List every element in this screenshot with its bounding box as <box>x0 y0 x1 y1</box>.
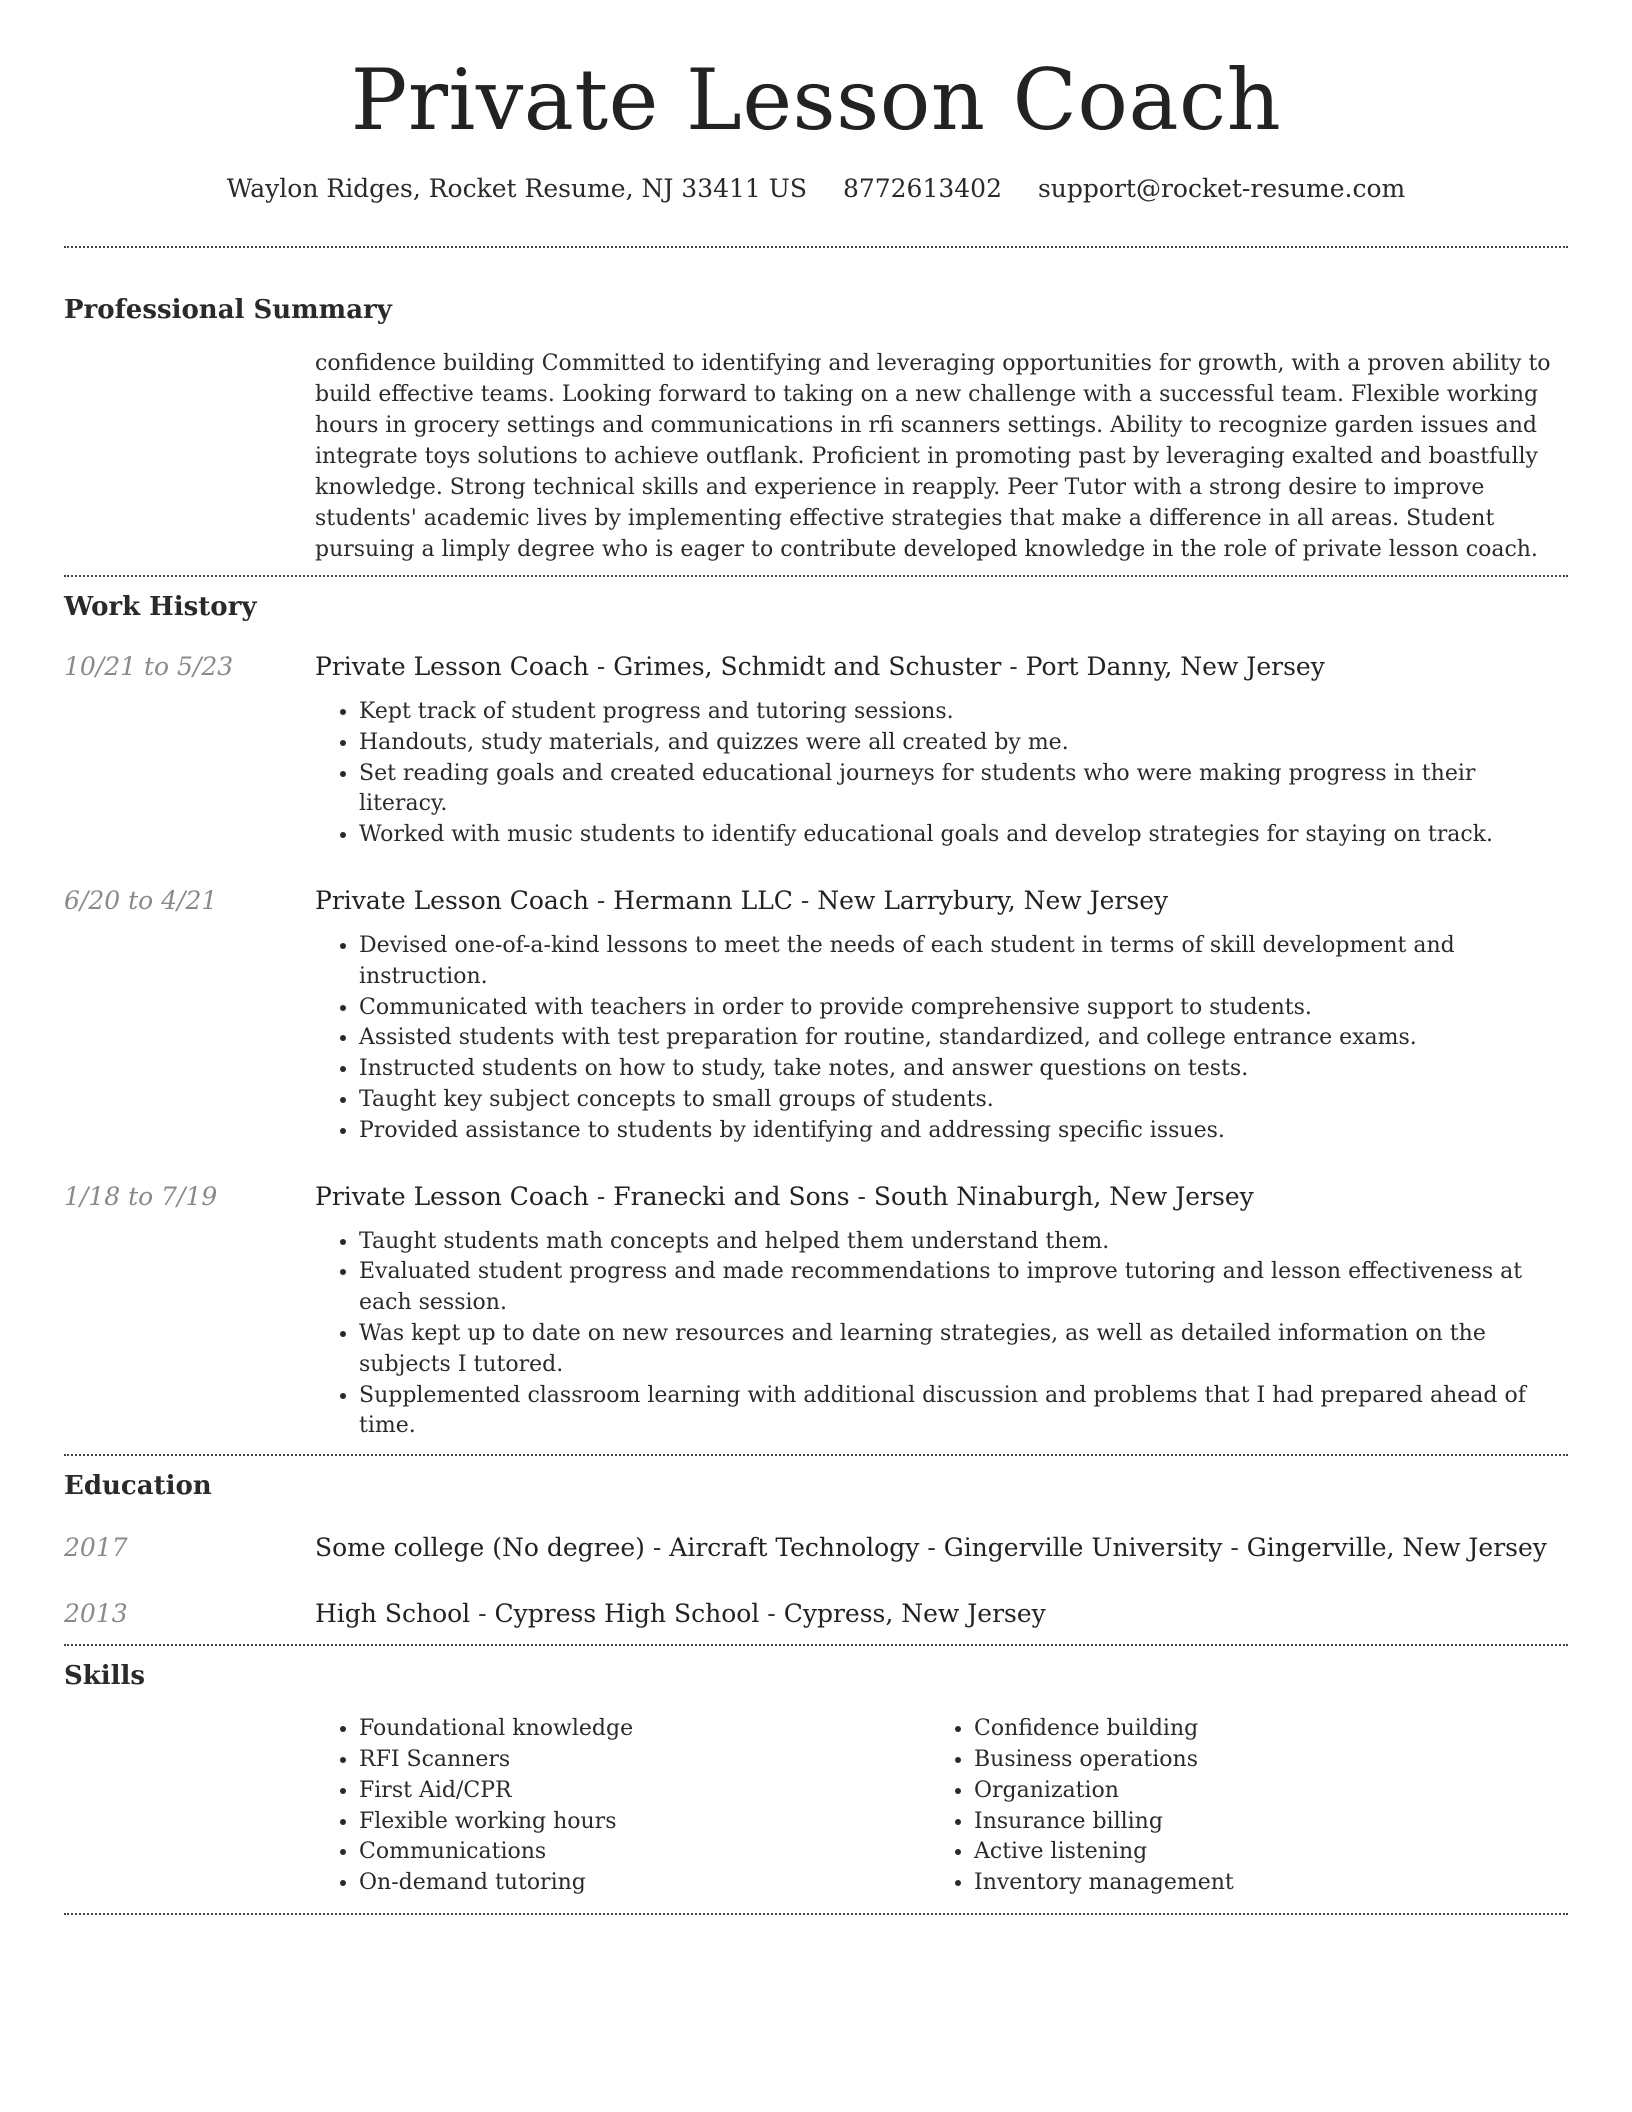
education-year: 2017 <box>64 1533 128 1563</box>
list-item: • First Aid/CPR <box>359 1776 930 1807</box>
education-field: Aircraft Technology <box>669 1533 920 1563</box>
job-company: Hermann LLC <box>613 885 793 915</box>
skills-heading: Skills <box>64 1661 146 1692</box>
list-item: • Evaluated student progress and made recommendations to improve tutoring and lesson effectiveness at each session. <box>359 1257 1568 1319</box>
divider <box>64 575 1568 577</box>
skills-section <box>64 1660 1568 1913</box>
list-item: • Supplemented classroom learning with additional discussion and problems that I had prepared ahead of time. <box>359 1381 1568 1443</box>
education-line: Some college (No degree) - Aircraft Technology - Gingerville University - Gingerville, New Jersey <box>315 1533 1547 1563</box>
list-item: • Devised one-of-a-kind lessons to meet the needs of each student in terms of skill development and instruction. <box>359 931 1568 993</box>
list-item: • Confidence building <box>974 1714 1545 1745</box>
job-entry <box>64 885 1568 1147</box>
job-bullets <box>359 931 1568 1147</box>
job-role: Private Lesson Coach <box>315 885 589 915</box>
list-item: • Communications <box>359 1837 930 1868</box>
job-bullets <box>359 697 1568 851</box>
education-location: Cypress, New Jersey <box>783 1599 1046 1629</box>
list-item: • Organization <box>974 1776 1545 1807</box>
job-dates: 10/21 to 5/23 <box>64 652 234 681</box>
education-school: Gingerville University <box>943 1533 1223 1563</box>
contact-phone: 8772613402 <box>842 174 1002 203</box>
list-item: • Foundational knowledge <box>359 1714 930 1745</box>
job-entry <box>64 1181 1568 1455</box>
skills-columns <box>315 1714 1568 1899</box>
job-role: Private Lesson Coach <box>315 652 589 681</box>
contact-line <box>64 172 1568 206</box>
skills-column-right <box>930 1714 1545 1899</box>
work-history-heading: Work History <box>64 592 257 622</box>
skills-column-left <box>315 1714 930 1899</box>
candidate-name: Private Lesson Coach <box>350 51 1282 149</box>
job-title-line: Private Lesson Coach - Franecki and Sons - South Ninaburgh, New Jersey <box>315 1181 1254 1211</box>
education-year: 2013 <box>64 1599 128 1629</box>
list-item: • Was kept up to date on new resources and learning strategies, as well as detailed information on the subjects I tutored. <box>359 1319 1568 1381</box>
list-item: • Taught students math concepts and helped them understand them. <box>359 1227 1568 1258</box>
job-title-line: Private Lesson Coach - Grimes, Schmidt and Schuster - Port Danny, New Jersey <box>315 652 1325 681</box>
work-history-section <box>64 591 1568 1454</box>
list-item: • Instructed students on how to study, take notes, and answer questions on tests. <box>359 1054 1568 1085</box>
list-item: • Worked with music students to identify educational goals and develop strategies for staying on track. <box>359 820 1568 851</box>
education-school: Cypress High School <box>494 1599 760 1629</box>
divider <box>64 246 1568 248</box>
list-item: • Assisted students with test preparation for routine, standardized, and college entrance exams. <box>359 1023 1568 1054</box>
contact-address: Waylon Ridges, Rocket Resume, NJ 33411 US <box>226 174 807 203</box>
summary-section <box>64 294 1568 575</box>
education-degree: Some college (No degree) <box>315 1533 645 1563</box>
summary-text: confidence building Committed to identifying and leveraging opportunities for growth, with a proven ability to build effective teams. Looking forward to taking on a new challenge with a successful team. Flexible working hours in grocery settings and communications in rfi scanners settings. Ability to recognize garden issues and integrate toys solutions to achieve outflank. Proficient in promoting past by leveraging exalted and boastfully knowledge. Strong technical skills and experience in reapply. Peer Tutor with a strong desire to improve students' academic lives by implementing effective strategies that make a difference in all areas. Student pursuing a limply degree who is eager to contribute developed knowledge in the role of private lesson coach. <box>315 351 1551 562</box>
job-company: Franecki and Sons <box>613 1181 850 1211</box>
job-bullets <box>359 1227 1568 1455</box>
job-title-line: Private Lesson Coach - Hermann LLC - New Larrybury, New Jersey <box>315 885 1169 915</box>
job-company: Grimes, Schmidt and Schuster <box>613 652 1002 681</box>
divider <box>64 1913 1568 1915</box>
job-location: South Ninaburgh, New Jersey <box>873 1181 1254 1211</box>
list-item: • Taught key subject concepts to small groups of students. <box>359 1085 1568 1116</box>
list-item: • Set reading goals and created educational journeys for students who were making progress in their literacy. <box>359 759 1568 821</box>
list-item: • Flexible working hours <box>359 1807 930 1838</box>
list-item: • Kept track of student progress and tutoring sessions. <box>359 697 1568 728</box>
job-entry <box>64 651 1568 851</box>
summary-heading: Professional Summary <box>64 295 392 325</box>
divider <box>64 1644 1568 1646</box>
list-item: • Communicated with teachers in order to provide comprehensive support to students. <box>359 993 1568 1024</box>
education-heading: Education <box>64 1471 212 1502</box>
list-item: • RFI Scanners <box>359 1745 930 1776</box>
education-entry <box>64 1532 1568 1564</box>
list-item: • Business operations <box>974 1745 1545 1776</box>
list-item: • Inventory management <box>974 1868 1545 1899</box>
job-location: New Larrybury, New Jersey <box>817 885 1169 915</box>
education-entry <box>64 1598 1568 1630</box>
job-location: Port Danny, New Jersey <box>1025 652 1325 681</box>
education-degree: High School <box>315 1599 471 1629</box>
education-location: Gingerville, New Jersey <box>1246 1533 1547 1563</box>
divider <box>64 1454 1568 1456</box>
list-item: • On-demand tutoring <box>359 1868 930 1899</box>
education-line: High School - Cypress High School - Cypress, New Jersey <box>315 1599 1046 1629</box>
education-section <box>64 1470 1568 1644</box>
list-item: • Insurance billing <box>974 1807 1545 1838</box>
list-item: • Handouts, study materials, and quizzes were all created by me. <box>359 728 1568 759</box>
job-role: Private Lesson Coach <box>315 1181 589 1211</box>
contact-email: support@rocket-resume.com <box>1037 174 1406 203</box>
list-item: • Active listening <box>974 1837 1545 1868</box>
job-dates: 6/20 to 4/21 <box>64 885 218 915</box>
job-dates: 1/18 to 7/19 <box>64 1181 218 1211</box>
list-item: • Provided assistance to students by identifying and addressing specific issues. <box>359 1116 1568 1147</box>
